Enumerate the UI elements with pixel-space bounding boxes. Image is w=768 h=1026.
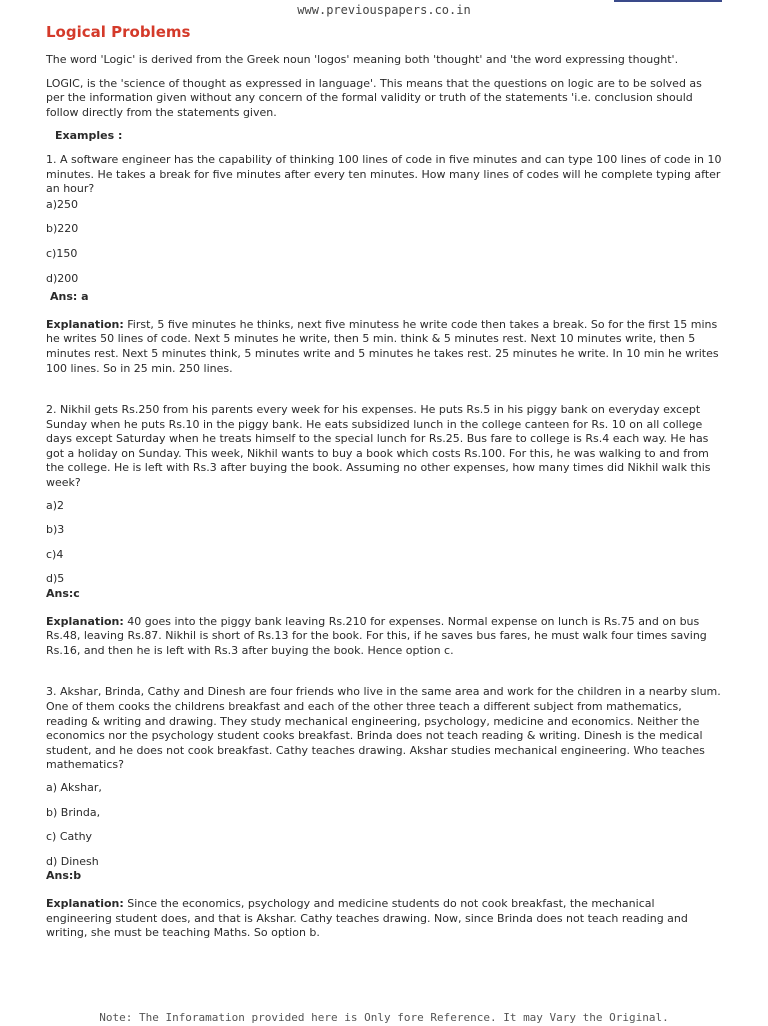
question-text: 2. Nikhil gets Rs.250 from his parents every week for his expenses. He puts Rs.5 in his piggy bank on everyday except Sunday when he puts Rs.10 in the piggy bank. He eats subsidized lunch in the college canteen for Rs. 10 on all college days except Saturday when he treats himself to the special lunch for Rs.25. Bus fare to college is Rs.4 each way. He has got a holiday on Sunday. This week, Nikhil wants to buy a book which costs Rs.100. For this, he was walking to and from the college. He is left with Rs.3 after buying the book. Assuming no other expenses, how many times did Nikhil walk this week? <box>46 403 711 490</box>
option-d: d)200 <box>46 271 79 285</box>
question-block-1 <box>46 153 722 376</box>
option-d: d)5 <box>46 572 65 586</box>
answer: Ans:c <box>46 587 80 601</box>
option-a: a)2 <box>46 498 65 512</box>
explanation-text: 40 goes into the piggy bank leaving Rs.210 for expenses. Normal expense on lunch is Rs.75 and on bus Rs.48, leaving Rs.87. Nikhil is short of Rs.13 for the book. For this, if he saves bus fares, he must walk four times saving Rs.16, and then he is left with Rs.3 after buying the book. Hence option c. <box>46 614 707 657</box>
option-b: b) Brinda, <box>46 805 101 819</box>
explanation-label: Explanation: <box>46 896 124 910</box>
examples-heading: Examples : <box>55 129 123 143</box>
option-a: a)250 <box>46 197 79 211</box>
answer: Ans:b <box>46 869 82 883</box>
option-b: b)220 <box>46 222 79 236</box>
question-block-2 <box>46 403 722 658</box>
intro-paragraph-1: The word 'Logic' is derived from the Greek noun 'logos' meaning both 'thought' and 'the word expressing thought'. <box>46 53 679 66</box>
option-a: a) Akshar, <box>46 780 102 794</box>
option-c: c)150 <box>46 246 78 260</box>
option-c: c)4 <box>46 547 64 561</box>
option-d: d) Dinesh <box>46 854 99 868</box>
site-url-header: www.previouspapers.co.in <box>297 3 471 17</box>
top-corner-bar <box>614 0 722 2</box>
answer: Ans: a <box>50 290 89 304</box>
option-b: b)3 <box>46 523 65 537</box>
question-block-3 <box>46 685 722 940</box>
question-text: 1. A software engineer has the capability of thinking 100 lines of code in five minutes and can type 100 lines of code in 10 minutes. He takes a break for five minutes after every ten minutes. How many lines of codes will he complete typing after an hour? <box>46 152 722 196</box>
option-c: c) Cathy <box>46 830 93 844</box>
explanation-text: First, 5 five minutes he thinks, next five minutess he write code then takes a break. So for the first 15 mins he writes 50 lines of code. Next 5 minutes he write, then 5 min. think & 5 minutes rest. Next 10 minutes write, then 5 minutes rest. Next 5 minutes think, 5 minutes write and 5 minutes he takes rest. 25 minutes he write. In 10 min he writes 100 lines. So in 25 min. 250 lines. <box>46 317 719 375</box>
footer-note: Note: The Inforamation provided here is Only fore Reference. It may Vary the Original. <box>99 1011 669 1024</box>
document-page <box>46 22 722 950</box>
explanation-text: Since the economics, psychology and medicine students do not cook breakfast, the mechanical engineering student does, and that is Akshar. Cathy teaches drawing. Now, since Brinda does not teach reading and writing, she must be teaching Maths. So option b. <box>46 896 688 940</box>
explanation-label: Explanation: <box>46 317 124 331</box>
explanation <box>46 615 722 659</box>
intro-paragraph-2: LOGIC, is the 'science of thought as expressed in language'. This means that the questions on logic are to be solved as per the information given without any concern of the formal validity or truth of the statements 'i.e. conclusion should follow directly from the statements given. <box>46 76 702 119</box>
explanation <box>46 318 722 376</box>
explanation-label: Explanation: <box>46 614 124 628</box>
page-title: Logical Problems <box>46 23 191 41</box>
question-text: 3. Akshar, Brinda, Cathy and Dinesh are four friends who live in the same area and work for the children in a nearby slum. One of them cooks the childrens breakfast and each of the other three teach a different subject from mathematics, reading & writing and drawing. They study mechanical engineering, psychology, medicine and economics. Neither the economics nor the psychology student cooks breakfast. Brinda does not teach reading & writing. Dinesh is the medical student, and he does not cook breakfast. Cathy teaches drawing. Akshar studies mechanical engineering. Who teaches mathematics? <box>46 685 721 772</box>
explanation <box>46 897 722 941</box>
